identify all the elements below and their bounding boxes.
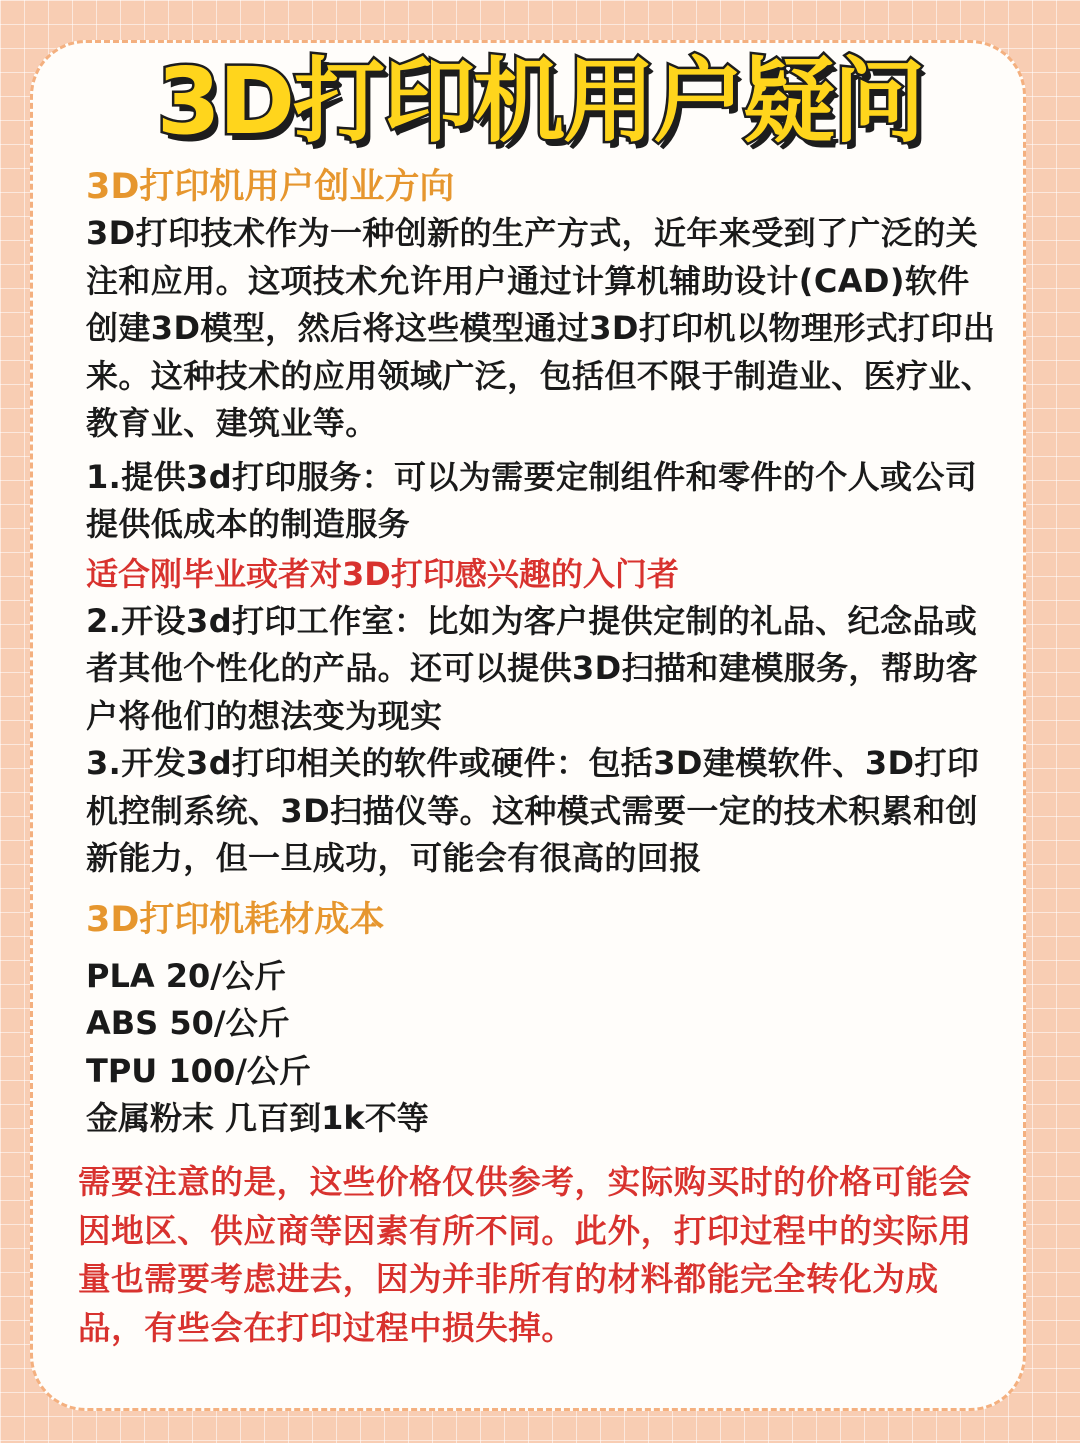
intro-paragraph: 3D打印技术作为一种创新的生产方式，近年来受到了广泛的关注和应用。这项技术允许用户通过计算机辅助设计(CAD)软件创建3D模型，然后将这些模型通过3D打印机以物理形式打印出来。这种技术的应用领域广泛，包括但不限于制造业、医疗业、教育业、建筑业等。 — [86, 214, 996, 442]
cost-item-pla: PLA 20/公斤 — [86, 956, 286, 995]
page-title: 3D打印机用户疑问 — [156, 48, 924, 155]
cost-item-abs: ABS 50/公斤 — [86, 1004, 290, 1042]
price-disclaimer: 需要注意的是，这些价格仅供参考，实际购买时的价格可能会因地区、供应商等因素有所不同。此外，打印过程中的实际用量也需要考虑进去，因为并非所有的材料都能完全转化为成品，有些会在打印过程中损失掉。 — [78, 1163, 972, 1347]
beginner-note: 适合刚毕业或者对3D打印感兴趣的入门者 — [86, 554, 679, 593]
list-item-software: 3.开发3d打印相关的软件或硬件：包括3D建模软件、3D打印机控制系统、3D扫描仪等。这种模式需要一定的技术积累和创新能力，但一旦成功，可能会有很高的回报 — [86, 744, 980, 877]
section-heading-business: 3D打印机用户创业方向 — [86, 167, 455, 207]
cost-item-tpu: TPU 100/公斤 — [86, 1051, 311, 1090]
cost-item-metal-powder: 金属粉末 几百到1k不等 — [86, 1099, 429, 1137]
list-item-service: 1.提供3d打印服务：可以为需要定制组件和零件的个人或公司提供低成本的制造服务 — [86, 457, 978, 543]
section-heading-cost: 3D打印机耗材成本 — [86, 899, 385, 940]
main-content — [86, 164, 998, 1143]
cost-list — [86, 953, 998, 1143]
list-item-studio: 2.开设3d打印工作室：比如为客户提供定制的礼品、纪念品或者其他个性化的产品。还可以提供3D扫描和建模服务，帮助客户将他们的想法变为现实 — [86, 601, 979, 735]
